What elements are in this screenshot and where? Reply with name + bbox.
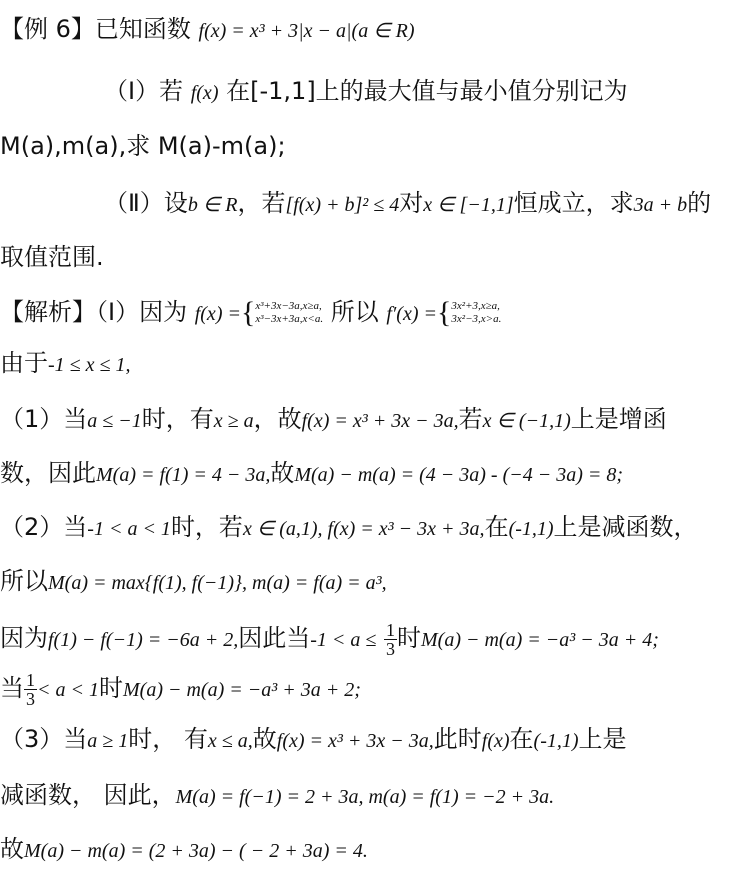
problem-heading-line — [0, 14, 744, 46]
piecewise-f-lhs: f(x) = — [194, 303, 241, 325]
part2-tail: 恒成立，求 — [513, 189, 634, 217]
case2-shi: 时 — [397, 624, 422, 652]
case1-condition: a ≤ −1 — [87, 410, 142, 432]
case3-gu2: 故 — [0, 835, 24, 863]
case1-when: 时，有 — [141, 405, 214, 433]
case2-result1: M(a) − m(a) = −a³ − 3a + 4; — [421, 629, 659, 651]
case1-difference: M(a) − m(a) = (4 − 3a) - (−4 − 3a) = 8; — [294, 464, 624, 486]
case2-therefore: 因此当 — [238, 624, 311, 652]
case3-when: 时， 有 — [128, 725, 208, 753]
case2-shi2: 时 — [99, 674, 123, 702]
so-text: 所以 — [330, 298, 379, 326]
piecewise-fprime-lhs: f′(x) = — [386, 303, 437, 325]
part2-for: 对 — [399, 189, 424, 217]
case2-label: （2）当 — [0, 513, 88, 541]
piecewise-fprime-case1: 3x²+3,x≥a, — [451, 300, 500, 312]
case1-line — [0, 404, 744, 436]
part2-line — [104, 188, 744, 220]
case3-line — [0, 724, 744, 756]
part1-fx: f(x) — [190, 82, 219, 104]
since-text: 由于 — [0, 349, 48, 377]
case3-cishi: 此时 — [433, 725, 482, 753]
case2-result2: M(a) − m(a) = −a³ + 3a + 2; — [123, 679, 361, 701]
case3-fx: f(x) — [481, 730, 510, 752]
case1-gu: ，故 — [253, 405, 302, 433]
piecewise-fprime-cases — [451, 300, 501, 326]
fraction-one-third — [384, 621, 397, 658]
case2-because: 因为 — [0, 624, 48, 652]
case2-dang: 当 — [0, 674, 24, 702]
case3-zai: 在 — [509, 725, 534, 753]
case1-line2 — [0, 458, 744, 490]
case3-function: f(x) = x³ + 3x − 3a, — [276, 730, 434, 752]
case2-interval: (-1,1) — [508, 518, 554, 540]
case1-tail: 上是增函 — [570, 405, 667, 433]
case2-line — [0, 512, 744, 544]
part1-text: 在[-1,1]上的最大值与最小值分别记为 — [226, 77, 628, 105]
piecewise-f-case1: x³+3x−3a,x≥a, — [255, 300, 322, 312]
fraction-one-third-2 — [24, 671, 37, 708]
part2-inequality: [f(x) + b]² ≤ 4 — [285, 194, 400, 216]
case1-shu: 数，因此 — [0, 459, 96, 487]
case2-max-min: M(a) = max{f(1), f(−1)}, m(a) = f(a) = a³, — [48, 572, 387, 594]
case1-interval: x ∈ (−1,1) — [482, 410, 571, 432]
fraction-numerator-2: 1 — [26, 669, 35, 690]
case3-condition: a ≥ 1 — [87, 730, 129, 752]
part2-expression: 3a + b — [633, 194, 688, 216]
part2-de: 的 — [687, 189, 712, 217]
part2-label: （Ⅱ）设 — [104, 189, 188, 217]
part1-label: （Ⅰ）若 — [104, 77, 184, 105]
solution-heading: 【解析】（Ⅰ）因为 — [0, 298, 188, 326]
case2-line2 — [0, 566, 744, 598]
since-line — [0, 348, 744, 380]
case1-ruo: 若 — [458, 405, 483, 433]
case1-relation: x ≥ a — [213, 410, 254, 432]
case1-function: f(x) = x³ + 3x − 3a, — [301, 410, 459, 432]
fraction-numerator: 1 — [386, 619, 396, 640]
case3-jian: 减函数， 因此， — [0, 781, 176, 809]
case3-max-min: M(a) = f(−1) = 2 + 3a, m(a) = f(1) = −2 + 3a. — [175, 786, 555, 808]
case2-condition3: < a < 1 — [37, 679, 99, 701]
case1-gu2: 故 — [270, 459, 295, 487]
piecewise-fprime-case2: 3x²−3,x>a. — [451, 313, 502, 325]
case3-label: （3）当 — [0, 725, 88, 753]
solution-heading-line — [0, 290, 744, 334]
case3-line3 — [0, 834, 744, 866]
part2-line2 — [0, 242, 744, 272]
case3-line2 — [0, 780, 744, 812]
fraction-denominator-2: 3 — [26, 688, 35, 709]
piecewise-f-cases — [255, 300, 323, 326]
part2-range-text: 取值范围. — [0, 243, 104, 271]
part2-domain: x ∈ [−1,1] — [423, 194, 514, 216]
case2-function: x ∈ (a,1), f(x) = x³ − 3x + 3a, — [242, 518, 485, 540]
case2-zai: 在 — [484, 513, 509, 541]
case2-f-difference: f(1) − f(−1) = −6a + 2, — [48, 629, 239, 651]
case2-when: 时，若 — [170, 513, 243, 541]
piecewise-fprime-brace: { — [437, 296, 452, 329]
case3-interval: (-1,1) — [533, 730, 579, 752]
case2-line4 — [0, 666, 744, 710]
case3-gu: 故 — [252, 725, 277, 753]
part2-b: b ∈ R — [187, 194, 238, 216]
case3-tail: 上是 — [578, 725, 627, 753]
part1-line — [104, 76, 744, 108]
problem-heading: 【例 6】已知函数 — [0, 15, 191, 43]
fraction-denominator: 3 — [386, 638, 396, 659]
case2-condition2: -1 < a ≤ — [310, 629, 377, 651]
part1-question: M(a),m(a),求 M(a)-m(a); — [0, 132, 286, 160]
part1-line2 — [0, 131, 744, 161]
since-math: -1 ≤ x ≤ 1, — [48, 354, 131, 376]
part2-if: ，若 — [237, 189, 286, 217]
case2-condition: -1 < a < 1 — [87, 518, 171, 540]
case3-relation: x ≤ a, — [207, 730, 253, 752]
case2-line3 — [0, 616, 744, 660]
function-definition: f(x) = x³ + 3|x − a|(a ∈ R) — [198, 20, 415, 42]
piecewise-f-brace: { — [240, 296, 256, 329]
piecewise-f-case2: x³−3x+3a,x<a. — [255, 313, 324, 325]
case3-difference: M(a) − m(a) = (2 + 3a) − ( − 2 + 3a) = 4. — [24, 840, 368, 862]
case1-label: （1）当 — [0, 405, 88, 433]
case1-max: M(a) = f(1) = 4 − 3a, — [96, 464, 271, 486]
case2-tail: 上是减函数， — [553, 513, 698, 541]
case2-so: 所以 — [0, 567, 48, 595]
